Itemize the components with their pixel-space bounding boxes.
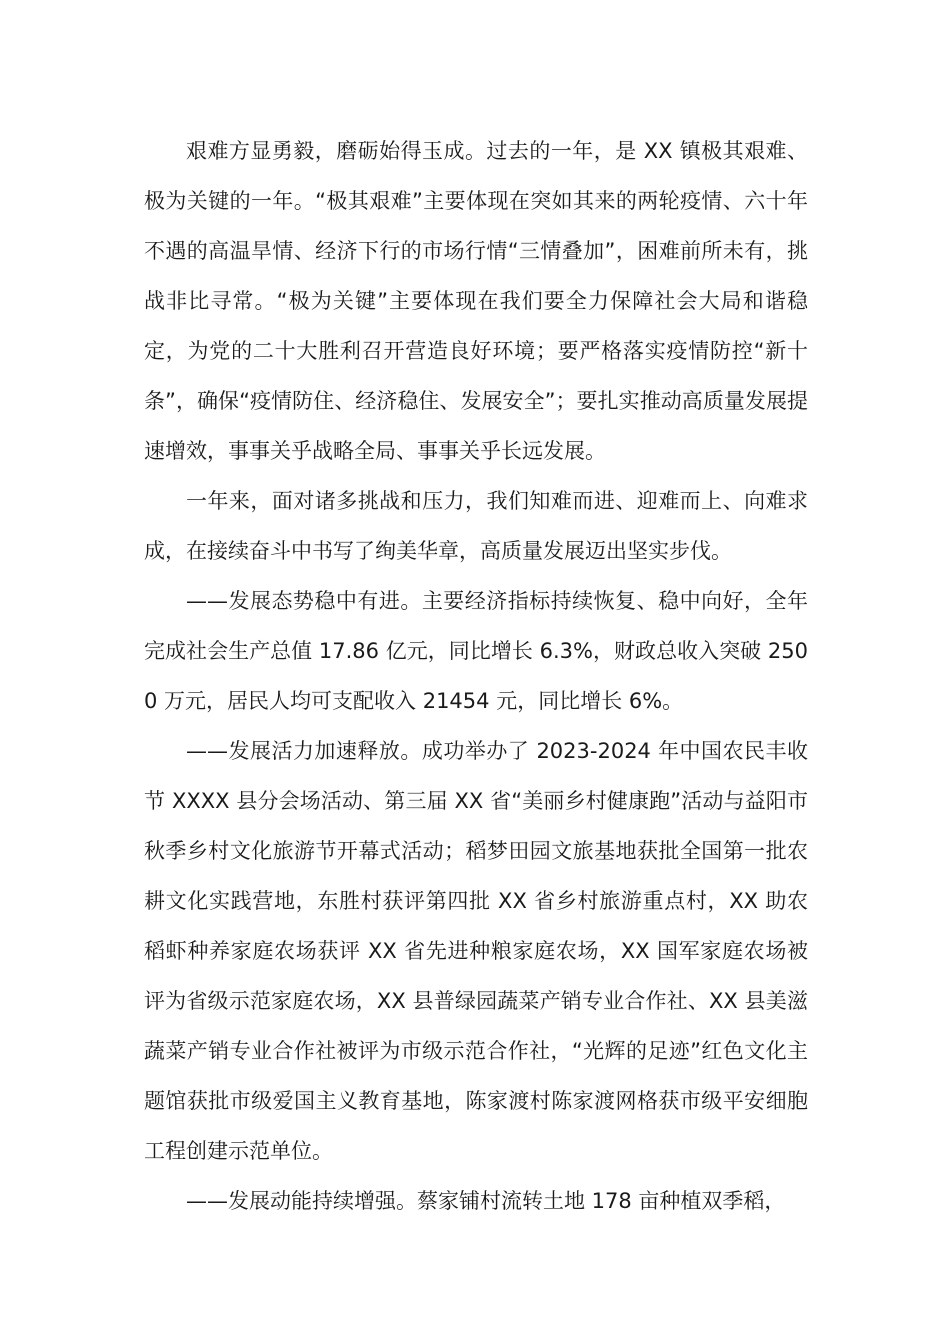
paragraph-development-vitality: ——发展活力加速释放。成功举办了 2023-2024 年中国农民丰收节 XXXX 县分会场活动、第三届 XX 省“美丽乡村健康跑”活动与益阳市秋季乡村文化旅游节开幕式活动；稻梦田园文旅基地获批全国第一批农耕文化实践营地，东胜村获评第四批 XX 省乡村旅游重点村，XX 助农稻虾种养家庭农场获评 XX 省先进种粮家庭农场，XX 国军家庭农场被评为省级示范家庭农场，XX 县普绿园蔬菜产销专业合作社、XX 县美滋蔬菜产销专业合作社被评为市级示范合作社，“光辉的足迹”红色文化主题馆获批市级爱国主义教育基地，陈家渡村陈家渡网格获市级平安细胞工程创建示范单位。 (144, 739, 808, 1163)
paragraph-development-momentum: ——发展动能持续增强。蔡家铺村流转土地 178 亩种植双季稻， (186, 1189, 786, 1213)
document-body (144, 126, 808, 1226)
paragraph-development-trend: ——发展态势稳中有进。主要经济指标持续恢复、稳中向好，全年完成社会生产总值 17.86 亿元，同比增长 6.3%，财政总收入突破 2500 万元，居民人均可支配收入 21454 元，同比增长 6%。 (144, 589, 808, 713)
paragraph-intro: 艰难方显勇毅，磨砺始得玉成。过去的一年，是 XX 镇极其艰难、极为关键的一年。“极其艰难”主要体现在突如其来的两轮疫情、六十年不遇的高温旱情、经济下行的市场行情“三情叠加”，困难前所未有，挑战非比寻常。“极为关键”主要体现在我们要全力保障社会大局和谐稳定，为党的二十大胜利召开营造良好环境；要严格落实疫情防控“新十条”，确保“疫情防住、经济稳住、发展安全”；要扎实推动高质量发展提速增效，事事关乎战略全局、事事关乎长远发展。 (144, 139, 808, 463)
paragraph-overview: 一年来，面对诸多挑战和压力，我们知难而进、迎难而上、向难求成，在接续奋斗中书写了绚美华章，高质量发展迈出坚实步伐。 (144, 489, 808, 563)
